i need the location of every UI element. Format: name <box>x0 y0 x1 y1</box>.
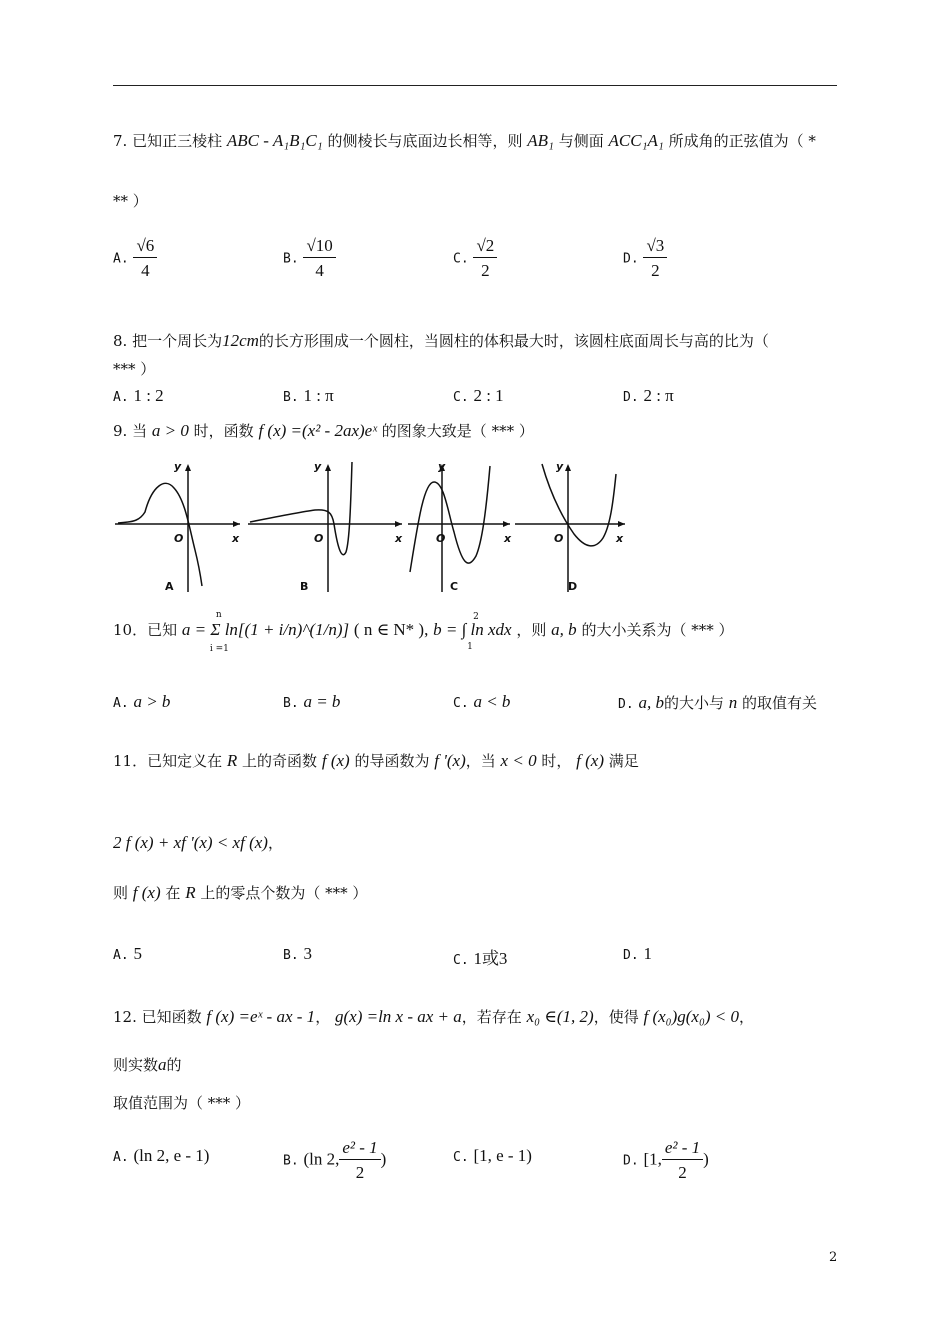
fraction-den: 4 <box>141 261 150 280</box>
q11-l2-R: R <box>185 883 196 902</box>
option-label: B. <box>283 948 299 963</box>
q7-option-d <box>623 236 667 281</box>
graph-b-origin: O <box>314 532 324 545</box>
fraction-den: 2 <box>355 1163 365 1182</box>
fraction <box>339 1138 380 1183</box>
q7-line2: ** ） <box>113 192 148 210</box>
option-label: A. <box>113 696 129 711</box>
q8-option-d <box>623 386 674 406</box>
q10-a-formula: a = Σ ln[(1 + i/n)^(1/n)] <box>181 620 350 639</box>
q8-option-c <box>453 386 504 406</box>
option-label: C. <box>453 251 469 267</box>
option-text: 1 <box>643 944 652 963</box>
graph-c-curve <box>410 466 490 572</box>
q11-text-5: 满足 <box>608 752 639 770</box>
q10-b-expr <box>433 612 512 652</box>
option-text: (ln 2, e - 1) <box>133 1146 210 1165</box>
q12-f: f (x) =eˣ - ax - 1 <box>206 1007 316 1026</box>
option-label: D. <box>618 697 634 712</box>
q10-sum-top: n <box>215 610 222 620</box>
q11-text-2: 的导函数为 <box>354 752 430 770</box>
option-post: ) <box>380 1149 387 1169</box>
q11-text: 11．已知定义在 <box>113 752 223 770</box>
option-label: A. <box>113 390 129 405</box>
q8-length: 12cm <box>222 331 259 350</box>
q7-face: ACC₁A₁ <box>608 131 664 150</box>
fraction <box>662 1138 703 1183</box>
option-label: C. <box>453 696 469 711</box>
graph-b-curve <box>250 462 352 555</box>
fraction-num: √3 <box>643 236 667 258</box>
graph-a-x-label: x <box>232 532 240 545</box>
graph-c-label: C <box>450 580 459 593</box>
q12-g: g(x) =ln x - ax + a <box>334 1007 462 1026</box>
q7-segment: AB₁ <box>527 131 554 150</box>
q10-condition: ( n ∈ N* ), <box>353 620 429 639</box>
q11-line1 <box>113 750 639 771</box>
q7-text: 7. 已知正三棱柱 <box>113 132 223 150</box>
option-label: C. <box>453 1150 469 1165</box>
graph-c-y-label: y <box>438 460 446 473</box>
fraction-num: √2 <box>473 236 497 258</box>
option-post: ) <box>703 1149 709 1169</box>
option-text: 1或3 <box>473 949 508 968</box>
graph-b-label: B <box>300 580 309 593</box>
option-text: 3 <box>303 944 312 963</box>
graph-b-x-label: x <box>395 532 403 545</box>
option-pre: (ln 2, <box>303 1149 340 1169</box>
q10-line1 <box>113 610 734 654</box>
q11-text-l2c: 上的零点个数为（ *** ） <box>200 884 368 902</box>
q12-option-a <box>113 1146 209 1166</box>
graph-d-y-label: y <box>556 460 564 473</box>
q10-int-top: 2 <box>473 612 479 622</box>
q12-a: a <box>158 1055 167 1074</box>
q7-option-c <box>453 236 497 281</box>
q11-ineq-tail: ， <box>267 834 283 852</box>
option-text: 1 : π <box>303 386 334 405</box>
fraction-den: 2 <box>651 261 660 280</box>
option-text: [1, e - 1) <box>473 1146 532 1165</box>
fraction-num: e² - 1 <box>339 1138 380 1160</box>
q12-product: f (x₀)g(x₀) < 0 <box>643 1007 740 1026</box>
q11-fx: f (x) <box>321 751 350 770</box>
q11-condition: x < 0 <box>500 751 537 770</box>
q9-function: f (x) =(x² - 2ax)eˣ <box>258 421 378 440</box>
graph-d-label: D <box>568 580 578 593</box>
option-text: 2 : π <box>643 386 674 405</box>
q9-line1 <box>113 420 534 441</box>
fraction-num: e² - 1 <box>662 1138 703 1160</box>
q11-text-l2b: 在 <box>165 884 181 902</box>
option-text: a, b <box>638 693 664 712</box>
graph-c-origin: O <box>436 532 446 545</box>
graph-c-x-label: x <box>504 532 512 545</box>
q10-option-c <box>453 692 510 712</box>
q12-option-d <box>623 1138 709 1183</box>
q11-inequality <box>113 832 283 853</box>
q12-text-l2b: 的 <box>166 1056 182 1074</box>
header-rule <box>113 85 837 86</box>
q7-text-mid: 的侧棱长与底面边长相等，则 <box>327 132 523 150</box>
q11-R: R <box>226 751 238 770</box>
option-label: D. <box>623 948 639 963</box>
q11-text-l2a: 则 <box>113 884 129 902</box>
q8-text: 8. 把一个周长为 <box>113 332 223 350</box>
q12-text-2: ，使得 <box>593 1008 639 1026</box>
fraction-den: 2 <box>481 261 490 280</box>
q12-line1 <box>113 1006 754 1027</box>
fraction-num: √10 <box>303 236 335 258</box>
q7-text-mid2: 与侧面 <box>558 132 604 150</box>
q8-option-b <box>283 386 334 406</box>
q7-option-a <box>113 236 157 281</box>
q10-option-b <box>283 692 340 712</box>
q10-a-expr <box>181 610 350 654</box>
page-number: 2 <box>829 1250 838 1265</box>
option-label: B. <box>283 251 299 267</box>
option-label: D. <box>623 1153 639 1169</box>
q12-text-3: ， <box>739 1008 755 1026</box>
q11-fx2: f (x) <box>576 751 604 770</box>
option-text: a = b <box>303 692 341 711</box>
graph-arrows <box>185 464 625 527</box>
option-text: a > b <box>133 692 171 711</box>
option-text: 2 : 1 <box>473 386 504 405</box>
q8-line2: *** ） <box>113 360 156 378</box>
q11-line3 <box>113 882 367 903</box>
q12-line2 <box>113 1054 182 1075</box>
q11-option-c <box>453 944 507 969</box>
fraction-den: 4 <box>315 261 324 280</box>
q9-condition: a > 0 <box>151 421 189 440</box>
q11-option-b <box>283 944 312 964</box>
graph-a-origin: O <box>174 532 184 545</box>
option-label: C. <box>453 953 469 968</box>
graph-d-x-label: x <box>616 532 624 545</box>
q9-text-post: 的图象大致是（ *** ） <box>381 422 534 440</box>
option-text: 5 <box>133 944 142 963</box>
option-label: D. <box>623 251 639 267</box>
q8-text-post: 的长方形围成一个圆柱，当圆柱的体积最大时，该圆柱底面周长与高的比为（ <box>258 332 769 350</box>
option-text-tail2: 的取值有关 <box>742 694 818 712</box>
fraction <box>473 236 497 281</box>
q10-int-bottom: 1 <box>467 642 473 652</box>
option-text-tail: 的大小与 <box>663 694 724 712</box>
q10-text-post: 的大小关系为（ *** ） <box>581 621 734 639</box>
q10-option-d <box>618 692 817 713</box>
q12-x0: x₀ ∈(1, 2) <box>526 1007 594 1026</box>
graph-b-y-label: y <box>314 460 322 473</box>
option-label: D. <box>623 390 639 405</box>
q10-text: 10．已知 <box>113 621 178 639</box>
q12-text-l2: 则实数 <box>113 1056 159 1074</box>
q9-graphs <box>110 452 630 600</box>
q12-option-c <box>453 1146 532 1166</box>
fraction <box>643 236 667 281</box>
option-text: a < b <box>473 692 511 711</box>
q11-text-3: ，当 <box>465 752 496 770</box>
q10-ab: a, b <box>551 620 577 639</box>
q10-sum-bottom: i =1 <box>209 644 229 654</box>
q12-line3: 取值范围为（ *** ） <box>113 1094 251 1112</box>
option-n: n <box>728 693 738 712</box>
option-label: A. <box>113 251 129 267</box>
option-label: B. <box>283 696 299 711</box>
option-text: 1 : 2 <box>133 386 164 405</box>
q9-text: 9. 当 <box>113 422 148 440</box>
q10-option-a <box>113 692 170 712</box>
q12-text-1: ，若存在 <box>461 1008 522 1026</box>
graph-d-origin: O <box>554 532 564 545</box>
option-pre: [1, <box>643 1149 662 1169</box>
q12-text: 12. 已知函数 <box>113 1008 202 1026</box>
q7-line1 <box>113 130 816 151</box>
q7-text-post: 所成角的正弦值为（ * <box>668 132 816 150</box>
option-label: B. <box>283 390 299 405</box>
q11-text-1: 上的奇函数 <box>242 752 318 770</box>
q11-ineq-formula: 2 f (x) + xf '(x) < xf (x) <box>113 833 268 852</box>
q11-option-a <box>113 944 142 964</box>
fraction-num: √6 <box>133 236 157 258</box>
graph-a-curve <box>118 483 202 586</box>
option-label: A. <box>113 948 129 963</box>
option-label: C. <box>453 390 469 405</box>
q11-option-d <box>623 944 652 964</box>
fraction-den: 2 <box>678 1163 687 1182</box>
q10-b-formula: b = ∫ ln xdx <box>433 620 512 639</box>
graph-a-label: A <box>165 580 174 593</box>
fraction <box>133 236 157 281</box>
q8-option-a <box>113 386 164 406</box>
option-label: A. <box>113 1150 129 1165</box>
q11-l2-fx: f (x) <box>132 883 161 902</box>
graph-a-y-label: y <box>174 460 182 473</box>
q10-text-mid: ，则 <box>516 621 547 639</box>
q7-option-b <box>283 236 336 281</box>
q12-sep: ， <box>315 1008 331 1026</box>
q12-option-b <box>283 1138 386 1183</box>
fraction <box>303 236 335 281</box>
q7-prism: ABC - A₁B₁C₁ <box>226 131 323 150</box>
q9-text-mid: 时，函数 <box>193 422 254 440</box>
q8-line1 <box>113 330 769 351</box>
option-label: B. <box>283 1153 299 1169</box>
q11-fpx: f '(x) <box>434 751 466 770</box>
q11-text-4: 时， <box>541 752 572 770</box>
